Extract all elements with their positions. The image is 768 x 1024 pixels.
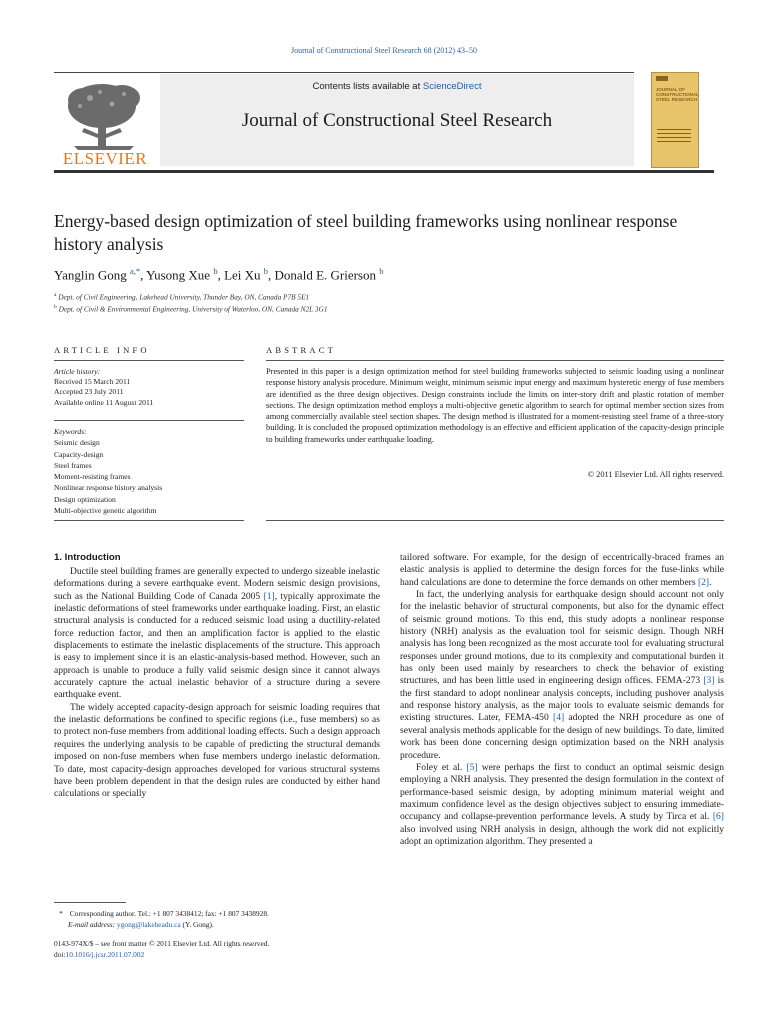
cover-title: JOURNAL OF CONSTRUCTIONAL STEEL RESEARCH	[656, 87, 699, 103]
body-column-left	[54, 566, 380, 801]
journal-title: Journal of Constructional Steel Research	[241, 110, 553, 131]
citation-link[interactable]: [5]	[466, 761, 478, 773]
affiliation-marker: a	[54, 292, 57, 298]
email-suffix: (Y. Gong).	[180, 920, 214, 929]
footnote-marker: *	[59, 909, 63, 918]
author-affil-link[interactable]: b	[263, 266, 269, 276]
elsevier-tree-icon	[54, 76, 156, 168]
citation-link[interactable]: [4]	[553, 712, 565, 724]
author-name: Donald E. Grierson	[274, 267, 376, 283]
divider	[266, 520, 724, 521]
keyword: Multi-objective genetic algorithm	[54, 506, 157, 516]
body-text: Ductile steel building frames are generally expected to undergo sizeable inelastic deformations during a severe earthquake event. Modern seismic design provisions, such as the National Building Code of Canada 2005	[54, 566, 380, 602]
citation-link[interactable]: [2]	[697, 576, 710, 588]
body-paragraph	[54, 566, 380, 702]
article-info-heading: ARTICLE INFO	[54, 345, 150, 355]
keyword: Moment-resisting frames	[54, 472, 131, 482]
author-list: Yanglin Gong $^{a,*}$, Yusong Xue $^b$, Lei Xu $^b$, Donald E. Grierson $^b$	[54, 266, 384, 283]
email-link[interactable]: ygong@lakeheadu.ca	[117, 920, 181, 929]
journal-cover-thumbnail[interactable]	[651, 72, 699, 168]
contents-prefix: Contents lists available at	[312, 81, 423, 92]
divider	[54, 420, 244, 421]
author-affil-link[interactable]: b	[213, 266, 218, 276]
body-paragraph	[400, 589, 724, 762]
abstract-copyright: © 2011 Elsevier Ltd. All rights reserved.	[587, 470, 724, 479]
footnote-rule	[54, 902, 126, 903]
body-paragraph	[54, 702, 380, 801]
email-label: E-mail address:	[68, 920, 116, 929]
doi-link[interactable]: 10.1016/j.jcsr.2011.07.002	[65, 950, 145, 959]
author-affil-link[interactable]: b	[379, 266, 384, 276]
issn-block	[54, 938, 269, 960]
section-heading-introduction: 1. Introduction	[54, 552, 121, 563]
article-title: Energy-based design optimization of steel building frameworks using nonlinear response history analysis	[54, 211, 678, 254]
elsevier-logo	[54, 76, 156, 168]
header-bottom-rule	[54, 170, 714, 173]
author-affil-link[interactable]: a,*	[129, 266, 141, 276]
footnote	[54, 908, 269, 930]
author-name: Yanglin Gong	[54, 267, 127, 283]
body-paragraph	[400, 552, 724, 589]
body-text: , typically approximate the inelastic deformations of steel frameworks under earthquake loading. First, an elastic structural analysis is conducted for a reduced seismic load using a ductility-related force reduction factor, and then an amplification factor is applied to the elastic displacements to estimate the inelastic displacements of the structure. This approach is easy to implement since it is an elastic-analysis-based method. However, such an approach is unable to produce a fully valid seismic design since it cannot always accurately capture the actual inelastic behavior of a structure during a severe earthquake event.	[54, 590, 380, 701]
author-name: Lei Xu	[224, 267, 261, 283]
body-text: In fact, the underlying analysis for earthquake design should account not only for the inelastic behavior of structural components, but also for the dynamic effect of seismic ground motions. To this end, this study adopts a nonlinear response history (NRH) analysis as the evaluation tool for seismic design. Though NRH analysis has long been recognized as the most accurate tool for evaluating structural responses under ground motions, due to its complexity and computational burden it has only been used mainly by researchers to check the behavior of existing structures, and has been little used in engineering design offices. FEMA-273	[400, 589, 724, 687]
publisher-wordmark: ELSEVIER	[62, 149, 148, 168]
keyword: Seismic design	[54, 438, 100, 448]
keyword: Capacity-design	[54, 449, 104, 459]
contents-line	[160, 81, 634, 92]
body-text: also involved using NRH analysis in design, although the work did not explicitly adopt an optimization algorithm. They presented a	[400, 823, 724, 847]
body-text: is the first standard to adopt nonlinear analysis concepts, including pushover analysis and response history analysis, as the major tools to evaluate seismic demands for existing structures. Later, FEMA-450	[400, 675, 724, 724]
abstract-text: Presented in this paper is a design optimization method for steel building frameworks subjected to seismic loading using a nonlinear response history analysis procedure. Minimum weight, minimum seismic input energy and maximum hysteretic energy of fuse members are identified as the three design objectives. Design constraints include the limits on inter-story drift and plastic rotation of member sections. The design optimization method employs a multi-objective genetic algorithm to search for optimal member section sizes from among commercially available steel section shapes. The design method is illustrated for a moment-resisting steel frame of a three-story building. It is concluded the proposed optimization methodology is an effective and efficient application of the capacity-design principle to building frameworks under earthquake loading.	[266, 367, 724, 444]
history-label: Article history:	[54, 367, 101, 376]
citation-link[interactable]: [3]	[703, 675, 715, 687]
abstract-heading: ABSTRACT	[266, 345, 336, 355]
article-history	[54, 367, 153, 408]
body-text: tailored software. For example, for the design of eccentrically-braced frames an elastic analysis is applied to determine the design forces for the fuse-links while hand calculations are done to determine the force demands on other members	[400, 552, 724, 588]
keyword: Design optimization	[54, 494, 116, 504]
affiliation-a	[54, 292, 309, 301]
affiliation-b	[54, 304, 327, 313]
footnote-text: Corresponding author. Tel.: +1 807 3438412; fax: +1 807 3438928.	[69, 909, 269, 918]
keyword: Steel frames	[54, 460, 92, 470]
front-matter-line: 0143-974X/$ – see front matter © 2011 Elsevier Ltd. All rights reserved.	[54, 939, 270, 948]
body-text: Foley et al.	[416, 761, 467, 773]
divider	[54, 360, 244, 361]
divider	[266, 360, 724, 361]
sciencedirect-link[interactable]: ScienceDirect	[422, 81, 482, 92]
citation-link[interactable]: [1]	[263, 590, 275, 602]
affiliation-text: Dept. of Civil & Environmental Engineering, University of Waterloo, ON, Canada N2L 3G1	[58, 304, 328, 314]
body-column-right	[400, 552, 724, 848]
body-text: The widely accepted capacity-design approach for seismic loading requires that the inelastic deformations be confined to specific regions (i.e., fuse members) so as to protect non-fuse members from additional loading effects. Such a design approach requires the underlying analysis to be capable of predicting the structural demands imposed on non-fuse members when fuse members undergo inelastic deformation. To date, most capacity-design approaches developed for various structural systems have been problem dependent in that the design rules are conducted by either hand calculations or specially	[54, 701, 380, 800]
author-name: Yusong Xue	[146, 267, 211, 283]
affiliation-marker: b	[54, 304, 57, 310]
keyword: Nonlinear response history analysis	[54, 483, 163, 493]
journal-citation[interactable]: Journal of Constructional Steel Research 68 (2012) 43–50	[291, 46, 477, 55]
received-date: Received 15 March 2011	[54, 377, 131, 387]
keywords-label: Keywords:	[54, 427, 87, 436]
affiliation-text: Dept. of Civil Engineering, Lakehead University, Thunder Bay, ON, Canada P7B 5E1	[58, 292, 310, 302]
accepted-date: Accepted 23 July 2011	[54, 387, 124, 397]
body-text: adopted the NRH procedure as one of several analysis methods applicable for the design of new buildings. To date, limited work has been done concerning design optimization based on the NRH analysis procedure.	[400, 712, 724, 761]
body-text: were perhaps the first to conduct an optimal seismic design employing a NRH analysis. They presented the design formulation in the context of performance-based seismic design, by adopting minimum material weight and maximum confidence level as the design objectives subject to ensuring immediate-occupancy and collapse-prevention performance levels. A study by Tirca et al.	[400, 761, 724, 823]
doi-prefix: doi:	[54, 950, 66, 959]
citation-link[interactable]: [6]	[712, 811, 724, 823]
body-paragraph	[400, 762, 724, 848]
keywords	[54, 426, 162, 516]
online-date: Available online 11 August 2011	[54, 397, 154, 407]
top-rule	[54, 72, 634, 73]
divider	[54, 520, 244, 521]
body-text: .	[709, 576, 712, 588]
